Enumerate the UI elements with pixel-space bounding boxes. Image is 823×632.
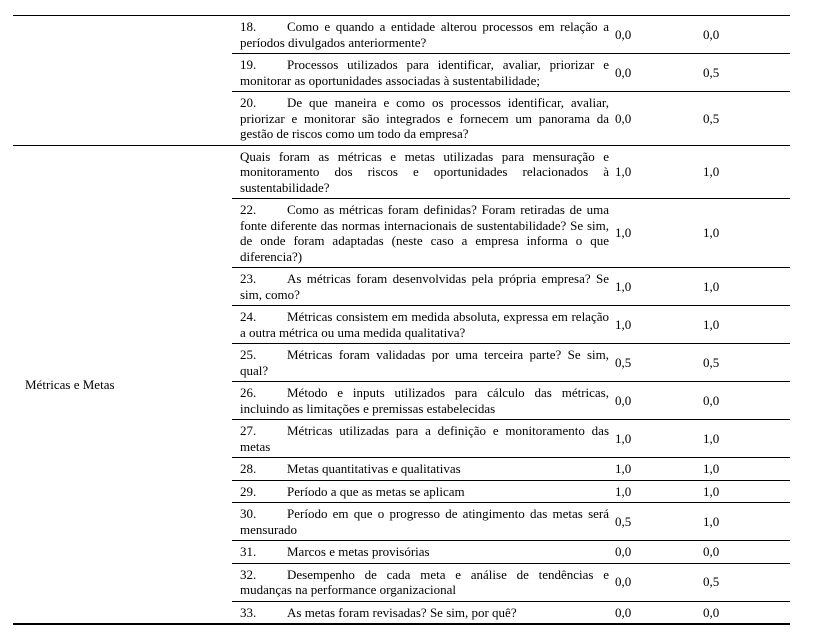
question-number: 29. — [240, 483, 257, 499]
score-cell-1: 0,0 — [610, 54, 698, 92]
question-text: Desempenho de cada meta e análise de tendências e mudanças na performance organizacional — [240, 566, 609, 597]
question-text: Como e quando a entidade alterou processos em relação a períodos divulgados anteriormente? — [240, 19, 609, 50]
score-cell-1: 1,0 — [610, 420, 698, 458]
question-cell — [232, 145, 610, 199]
question-text: Métricas foram validadas por uma terceira parte? Se sim, qual? — [240, 347, 609, 378]
question-cell — [232, 563, 610, 601]
score-cell-2: 1,0 — [698, 503, 790, 541]
score-cell-1: 1,0 — [610, 145, 698, 199]
score-cell-1: 0,0 — [610, 601, 698, 624]
score-cell-2: 0,5 — [698, 92, 790, 146]
score-cell-2: 1,0 — [698, 268, 790, 306]
question-cell — [232, 16, 610, 54]
question-number: 32. — [240, 566, 257, 582]
question-number: 26. — [240, 385, 257, 400]
score-cell-2: 0,0 — [698, 541, 790, 564]
question-number: 28. — [240, 461, 257, 476]
question-text: Métricas utilizadas para a definição e monitoramento das metas — [240, 423, 609, 454]
question-number: 20. — [240, 95, 257, 110]
question-text: Processos utilizados para identificar, avaliar, priorizar e monitorar as oportunidades associadas à sustentabilidade; — [240, 57, 609, 88]
score-cell-2: 1,0 — [698, 306, 790, 344]
category-cell-metricas-e-metas: Métricas e Metas — [25, 376, 115, 392]
question-cell — [232, 268, 610, 306]
question-cell — [232, 601, 610, 624]
question-text: Método e inputs utilizados para cálculo das métricas, incluindo as limitações e premissas estabelecidas — [240, 385, 609, 416]
question-cell — [232, 344, 610, 382]
score-cell-2: 0,5 — [698, 563, 790, 601]
score-cell-2: 1,0 — [698, 458, 790, 481]
question-number: 30. — [240, 506, 257, 521]
score-cell-2: 0,0 — [698, 601, 790, 624]
question-cell — [232, 503, 610, 541]
table-row — [13, 16, 790, 54]
question-number: 27. — [240, 423, 257, 438]
score-cell-1: 1,0 — [610, 480, 698, 503]
question-cell — [232, 54, 610, 92]
score-cell-1: 1,0 — [610, 268, 698, 306]
score-cell-2: 1,0 — [698, 145, 790, 199]
table-row — [13, 145, 790, 199]
score-cell-2: 0,0 — [698, 16, 790, 54]
score-cell-1: 1,0 — [610, 199, 698, 268]
question-text: Metas quantitativas e qualitativas — [287, 461, 461, 476]
score-cell-1: 0,0 — [610, 92, 698, 146]
score-cell-1: 0,0 — [610, 563, 698, 601]
question-text: Como as métricas foram definidas? Foram retiradas de uma fonte diferente das normas internacionais de sustentabilidade? Se sim, de onde foram adaptadas (neste caso a empresa informa o que diferencia?) — [240, 202, 609, 264]
question-number: 31. — [240, 544, 257, 559]
question-text: Quais foram as métricas e metas utilizadas para mensuração e monitoramento dos riscos e oportunidades relacionados à sustentabilidade? — [240, 148, 609, 195]
score-cell-1: 0,0 — [610, 16, 698, 54]
question-text: De que maneira e como os processos identificar, avaliar, priorizar e monitorar são integrados e fornecem um panorama da gestão de riscos como um todo da empresa? — [240, 95, 609, 141]
score-cell-2: 1,0 — [698, 480, 790, 503]
question-text: As métricas foram desenvolvidas pela própria empresa? Se sim, como? — [240, 271, 609, 302]
question-number: 18. — [240, 19, 257, 34]
score-cell-1: 1,0 — [610, 458, 698, 481]
score-cell-2: 1,0 — [698, 420, 790, 458]
question-cell — [232, 458, 610, 481]
question-text: As metas foram revisadas? Se sim, por quê? — [287, 604, 517, 620]
score-cell-2: 0,0 — [698, 382, 790, 420]
question-number: 19. — [240, 57, 257, 72]
score-cell-2: 0,5 — [698, 344, 790, 382]
question-cell — [232, 420, 610, 458]
score-cell-2: 1,0 — [698, 199, 790, 268]
question-number: 25. — [240, 347, 257, 362]
disclosure-score-table — [13, 15, 790, 625]
question-cell — [232, 480, 610, 503]
score-cell-1: 0,0 — [610, 541, 698, 564]
question-cell — [232, 306, 610, 344]
question-text: Métricas consistem em medida absoluta, expressa em relação a outra métrica ou uma medida qualitativa? — [240, 309, 609, 340]
question-number: 22. — [240, 202, 257, 217]
question-cell — [232, 382, 610, 420]
score-cell-1: 0,5 — [610, 344, 698, 382]
question-text: Marcos e metas provisórias — [287, 544, 430, 559]
question-text: Período em que o progresso de atingimento das metas será mensurado — [240, 506, 609, 537]
question-number: 33. — [240, 604, 257, 620]
score-cell-1: 0,0 — [610, 382, 698, 420]
question-cell — [232, 199, 610, 268]
question-number: 23. — [240, 271, 257, 286]
question-cell — [232, 541, 610, 564]
score-cell-2: 0,5 — [698, 54, 790, 92]
category-cell — [13, 16, 232, 146]
score-cell-1: 0,5 — [610, 503, 698, 541]
question-number: 24. — [240, 309, 257, 324]
question-text: Período a que as metas se aplicam — [287, 483, 465, 499]
question-cell — [232, 92, 610, 146]
score-cell-1: 1,0 — [610, 306, 698, 344]
